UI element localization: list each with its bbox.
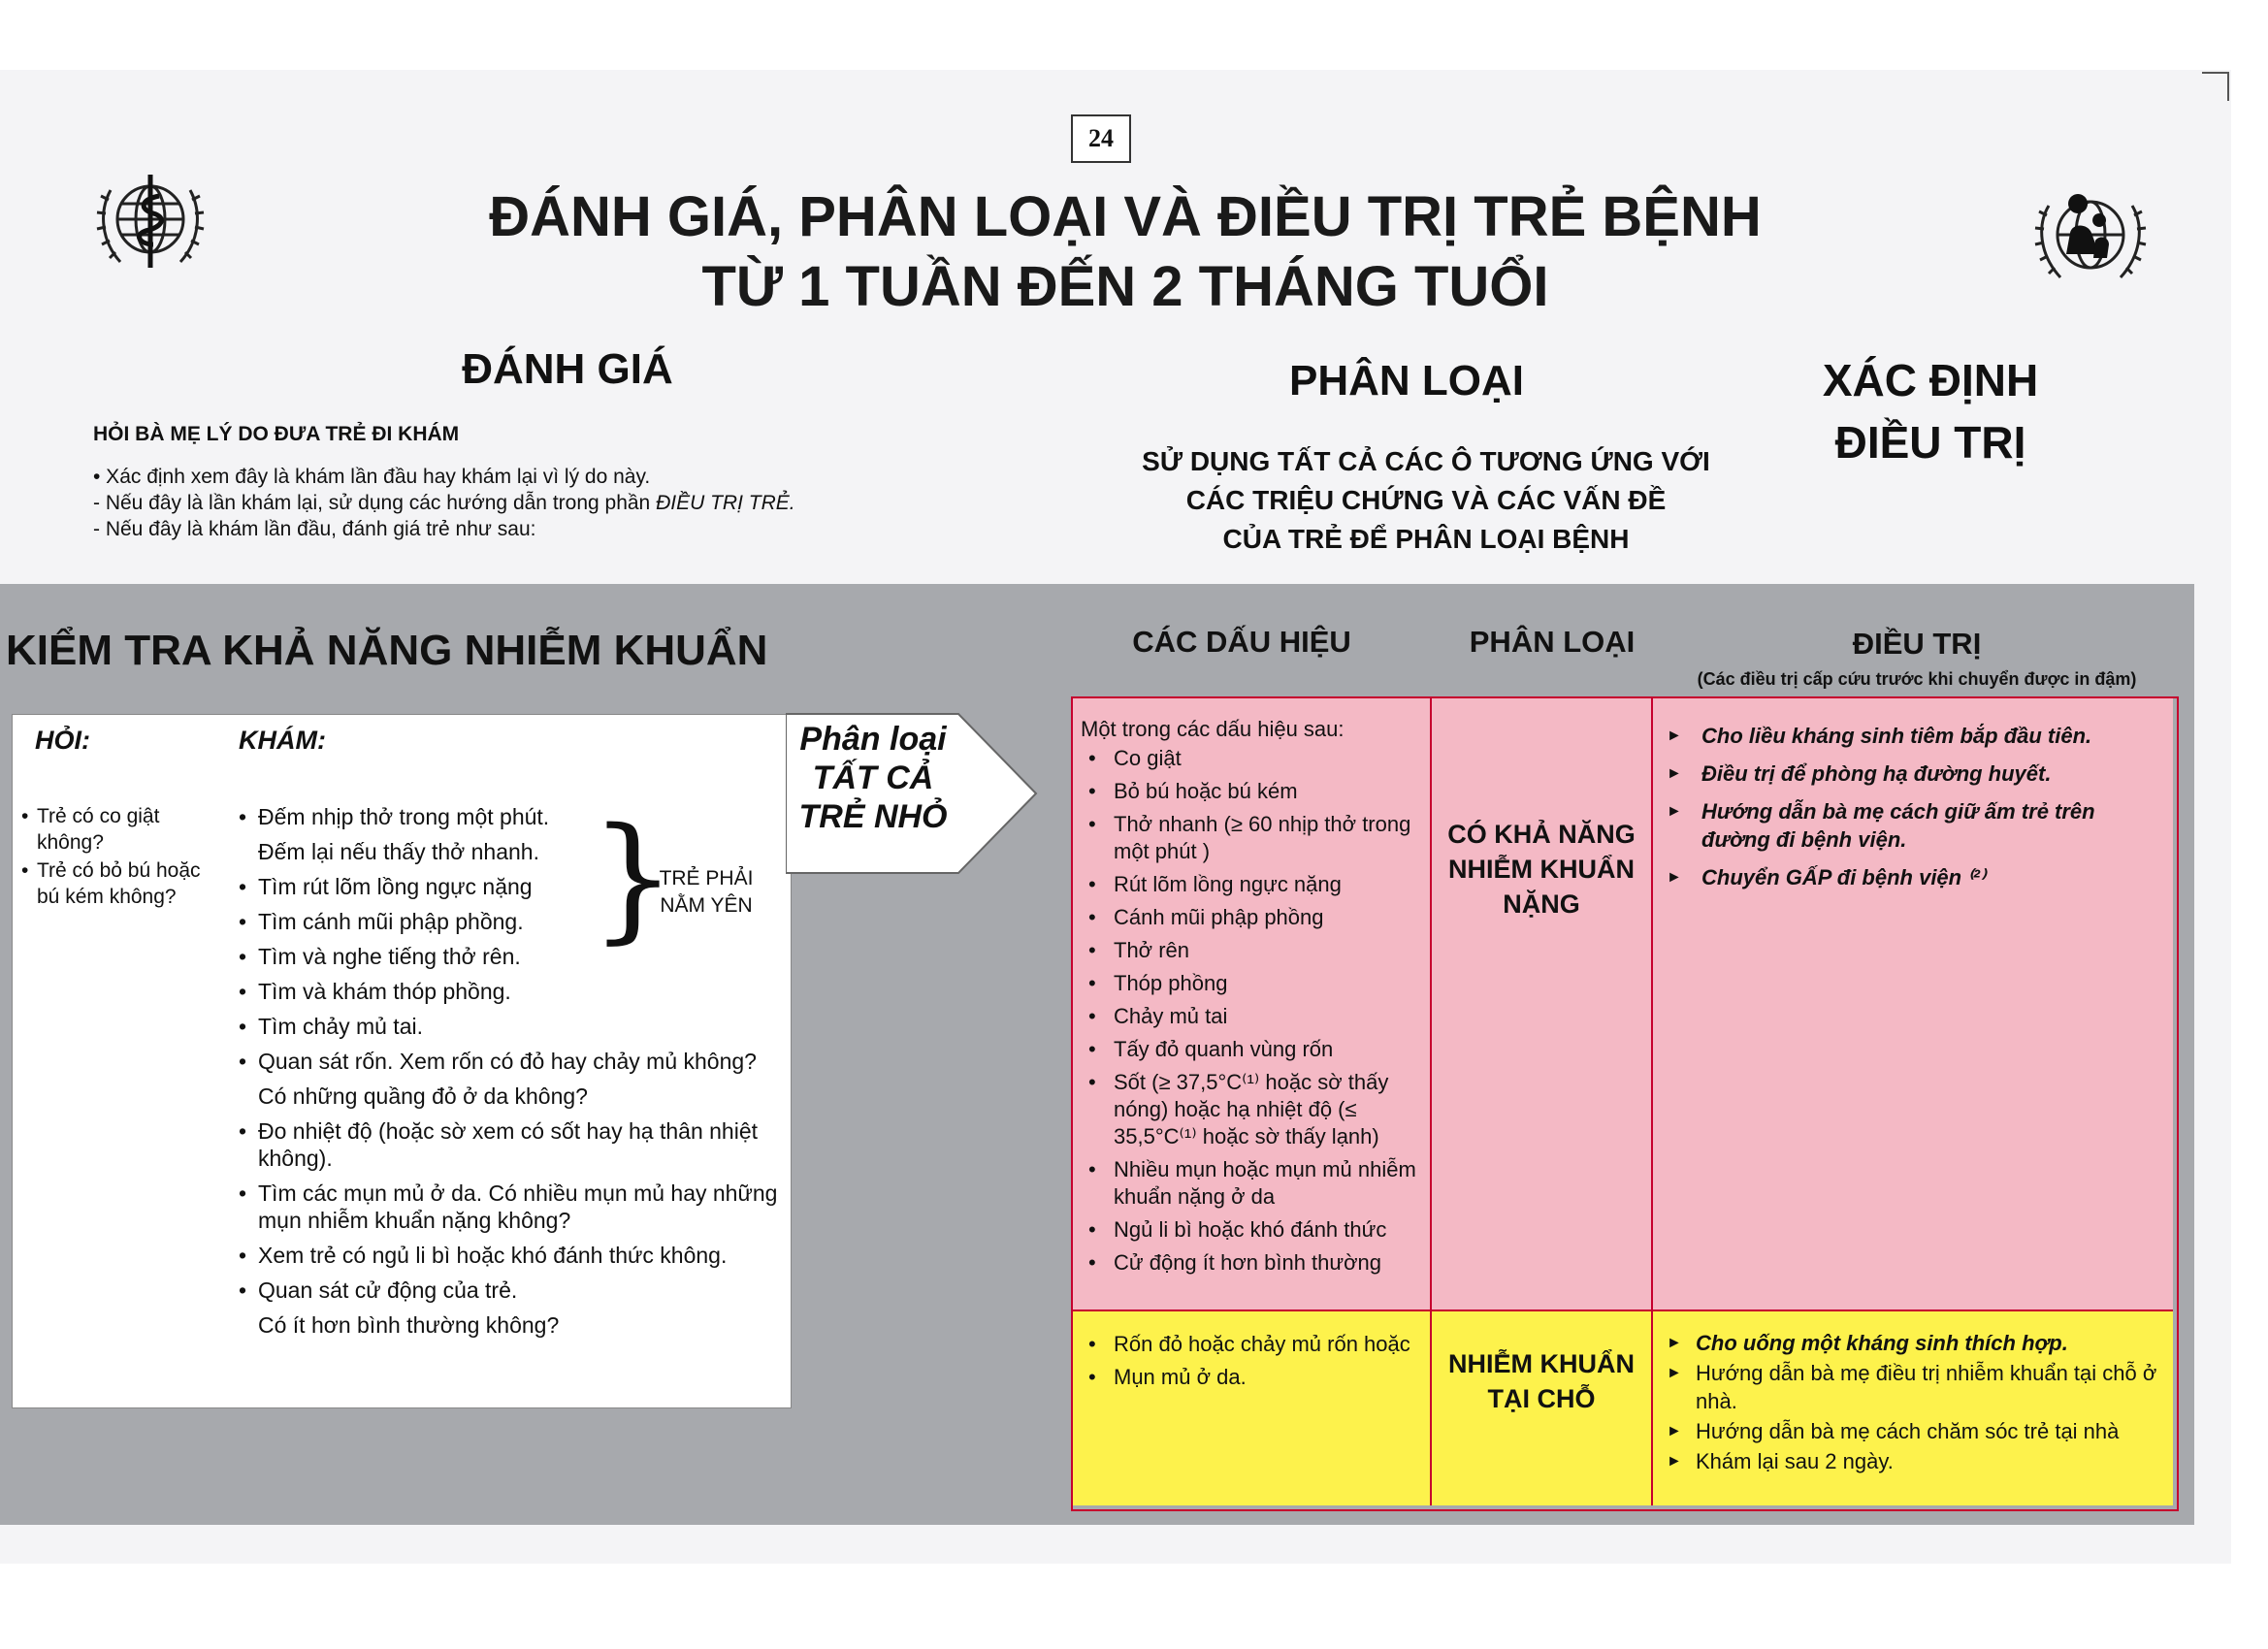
sign-item: • Sốt (≥ 37,5°C⁽¹⁾ hoặc sờ thấy nóng) hoặc hạ nhiệt độ (≤ 35,5°C⁽¹⁾ hoặc sờ thấy lạnh) — [1081, 1069, 1430, 1150]
exam-item: • Quan sát cử động của trẻ. — [239, 1277, 782, 1304]
classify-instructions — [1077, 442, 1775, 559]
exam-item: • Đo nhiệt độ (hoặc sờ xem có sốt hay hạ thân nhiệt không). — [239, 1117, 782, 1172]
unicef-emblem-icon — [2027, 184, 2154, 291]
exam-item: Có những quầng đỏ ở da không? — [258, 1083, 588, 1109]
exam-item: • Tìm và nghe tiếng thở rên. — [239, 943, 588, 970]
ask-list — [21, 803, 225, 912]
severe-classification — [1432, 817, 1651, 922]
intro-line-1: • Xác định xem đây là khám lần đầu hay khám lại vì lý do này. — [93, 466, 651, 488]
classification-line: CÓ KHẢ NĂNG — [1447, 820, 1636, 849]
exam-item: • Tìm cánh mũi phập phồng. — [239, 908, 588, 935]
treatment-item: ► Chuyển GẤP đi bệnh viện ⁽²⁾ — [1661, 863, 2165, 891]
identify-treatment-heading — [1756, 349, 2105, 473]
assess-heading: ĐÁNH GIÁ — [462, 345, 673, 393]
severe-treatments — [1661, 722, 2165, 901]
classification-line: NẶNG — [1503, 889, 1580, 919]
calm-note-line-2: NẰM YÊN — [660, 894, 753, 917]
classify-line-1: SỬ DỤNG TẤT CẢ CÁC Ô TƯƠNG ỨNG VỚI — [1142, 446, 1710, 476]
treatment-note: (Các điều trị cấp cứu trước khi chuyển được in đậm) — [1697, 669, 2137, 689]
exam-item: • Xem trẻ có ngủ li bì hoặc khó đánh thức không. — [239, 1242, 782, 1269]
sign-item: • Rút lõm lồng ngực nặng — [1081, 871, 1430, 898]
brace-icon: } — [590, 799, 677, 957]
divider — [1651, 698, 1653, 1505]
identify-line-1: XÁC ĐỊNH — [1822, 355, 2039, 405]
classification-line: TẠI CHỖ — [1487, 1384, 1596, 1413]
classify-all-line-2: TẤT CẢ — [812, 760, 934, 796]
classify-all-line-1: Phân loại — [799, 721, 947, 758]
sign-item: • Bỏ bú hoặc bú kém — [1081, 778, 1430, 805]
classify-line-3: CỦA TRẺ ĐỂ PHÂN LOẠI BỆNH — [1222, 524, 1630, 554]
classify-all-label — [788, 720, 958, 836]
column-header-signs: CÁC DẤU HIỆU — [1132, 625, 1351, 659]
title-line-1: ĐÁNH GIÁ, PHÂN LOẠI VÀ ĐIỀU TRỊ TRẺ BỆNH — [489, 185, 1762, 248]
exam-label: KHÁM: — [239, 726, 326, 755]
intro-line-2 — [93, 490, 795, 516]
exam-item: • Tìm và khám thóp phồng. — [239, 978, 782, 1005]
classification-line: NHIỄM KHUẨN — [1448, 1349, 1635, 1378]
treatment-item: ► Khám lại sau 2 ngày. — [1661, 1447, 2171, 1475]
intro-line-3: - Nếu đây là khám lần đầu, đánh giá trẻ như sau: — [93, 518, 536, 540]
sign-item: • Thở nhanh (≥ 60 nhịp thở trong một phút ) — [1081, 811, 1430, 865]
title-line-2: TỪ 1 TUẦN ĐẾN 2 THÁNG TUỔI — [701, 255, 1549, 318]
sign-item: • Chảy mủ tai — [1081, 1003, 1430, 1030]
exam-item: • Tìm chảy mủ tai. — [239, 1013, 782, 1040]
intro-line-2-text: - Nếu đây là lần khám lại, sử dụng các hướng dẫn trong phần — [93, 492, 657, 514]
who-emblem-icon — [91, 167, 210, 279]
ask-item: • Trẻ có co giật không? — [21, 803, 225, 856]
classify-line-2: CÁC TRIỆU CHỨNG VÀ CÁC VẤN ĐỀ — [1185, 485, 1667, 515]
classify-all-line-3: TRẺ NHỎ — [798, 798, 948, 835]
exam-item: Đếm lại nếu thấy thở nhanh. — [258, 839, 539, 864]
exam-item: • Đếm nhịp thở trong một phút. — [239, 803, 578, 830]
sign-item: • Tấy đỏ quanh vùng rốn — [1081, 1036, 1430, 1063]
sign-item: • Nhiều mụn hoặc mụn mủ nhiễm khuẩn nặng ở da — [1081, 1156, 1430, 1211]
sign-item: • Thóp phồng — [1081, 970, 1430, 997]
exam-item: • Quan sát rốn. Xem rốn có đỏ hay chảy mủ không? — [239, 1048, 782, 1075]
sign-item: • Rốn đỏ hoặc chảy mủ rốn hoặc — [1081, 1331, 1430, 1358]
ask-item: • Trẻ có bỏ bú hoặc bú kém không? — [21, 857, 225, 910]
crop-mark — [2202, 72, 2229, 101]
assess-intro — [93, 464, 795, 542]
treatment-item: ► Cho liều kháng sinh tiêm bắp đầu tiên. — [1661, 722, 2165, 750]
sign-item: • Ngủ li bì hoặc khó đánh thức — [1081, 1216, 1430, 1244]
severe-signs — [1081, 716, 1430, 1282]
sign-item: • Thở rên — [1081, 937, 1430, 964]
calm-note — [646, 865, 766, 920]
divider — [1073, 1310, 2173, 1311]
signs-lead: Một trong các dấu hiệu sau: — [1081, 717, 1345, 741]
intro-line-2-emphasis: ĐIỀU TRỊ TRẺ. — [656, 492, 795, 514]
ask-label: HỎI: — [35, 726, 90, 755]
local-treatments — [1661, 1329, 2171, 1477]
treatment-item: ► Hướng dẫn bà mẹ điều trị nhiễm khuẩn tại chỗ ở nhà. — [1661, 1359, 2171, 1415]
treatment-item: ► Điều trị để phòng hạ đường huyết. — [1661, 760, 2165, 788]
calm-note-line-1: TRẺ PHẢI — [659, 867, 754, 889]
exam-item: • Tìm các mụn mủ ở da. Có nhiều mụn mủ hay những mụn nhiễm khuẩn nặng không? — [239, 1180, 782, 1234]
ask-mother-heading: HỎI BÀ MẸ LÝ DO ĐƯA TRẺ ĐI KHÁM — [93, 423, 460, 445]
page-title — [388, 182, 1863, 322]
classify-heading: PHÂN LOẠI — [1289, 357, 1524, 404]
page-number: 24 — [1071, 114, 1131, 163]
treatment-item: ► Hướng dẫn bà mẹ cách chăm sóc trẻ tại nhà — [1661, 1417, 2171, 1445]
identify-line-2: ĐIỀU TRỊ — [1834, 417, 2026, 468]
sign-item: • Mụn mủ ở da. — [1081, 1364, 1430, 1391]
classification-line: NHIỄM KHUẨN — [1448, 855, 1635, 884]
column-header-treatment: ĐIỀU TRỊ — [1852, 627, 1982, 661]
section-title: KIỂM TRA KHẢ NĂNG NHIỄM KHUẨN — [6, 627, 768, 674]
column-header-classification: PHÂN LOẠI — [1469, 625, 1636, 659]
local-signs — [1081, 1331, 1430, 1397]
exam-item: • Tìm rút lõm lồng ngực nặng — [239, 873, 588, 900]
treatment-item: ► Cho uống một kháng sinh thích hợp. — [1661, 1329, 2171, 1357]
sign-item: • Cánh mũi phập phồng — [1081, 904, 1430, 931]
local-classification — [1432, 1346, 1651, 1416]
treatment-item: ► Hướng dẫn bà mẹ cách giữ ấm trẻ trên đường đi bệnh viện. — [1661, 797, 2165, 854]
classification-table — [1071, 696, 2179, 1511]
sign-item: • Cử động ít hơn bình thường — [1081, 1249, 1430, 1277]
exam-item: Có ít hơn bình thường không? — [258, 1312, 560, 1338]
sign-item: • Co giật — [1081, 745, 1430, 772]
